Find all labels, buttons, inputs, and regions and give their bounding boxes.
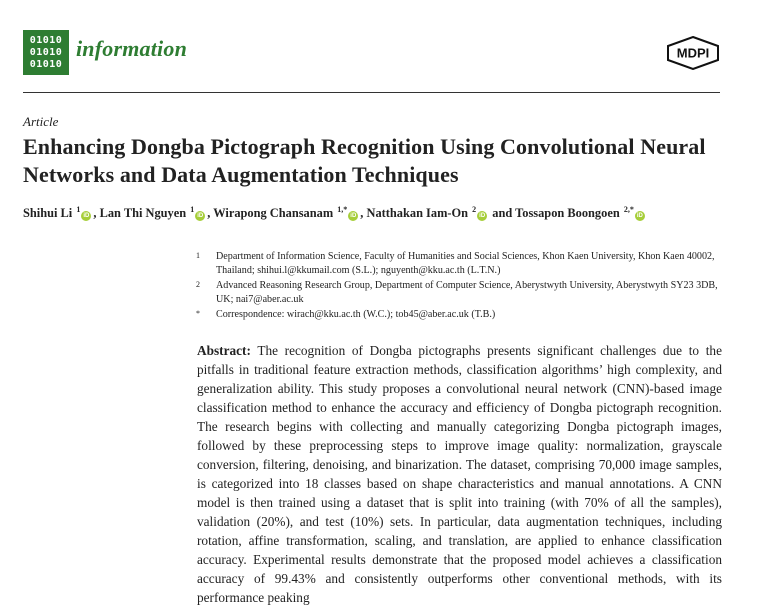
affiliation-marker: 1 [196,251,200,260]
orcid-icon[interactable]: iD [83,213,90,219]
affiliations [196,250,726,322]
journal-logo-line: 01010 [29,34,63,46]
author-name[interactable]: Wirapong Chansanam [213,206,334,220]
author-separator: , [360,206,364,220]
author-name[interactable]: Lan Thi Nguyen [99,206,187,220]
orcid-icon[interactable]: iD [197,213,204,219]
affiliation-marker: 2 [196,279,200,289]
author-name[interactable]: Tossapon Boongoen [515,206,620,220]
journal-logo-line: 01010 [29,46,63,58]
correspondence-marker: * [196,308,200,318]
author-affiliation-marker: 1 [190,205,195,214]
affiliation-text: Advanced Reasoning Research Group, Department of Computer Science, Aberystwyth University, Aberystwyth SY23 3DB, UK; nai7@aber.ac.uk [216,279,718,306]
journal-logo-line: 01010 [29,58,63,70]
journal-logo [23,30,69,75]
publisher-logo-text: MDPI [676,45,710,61]
correspondence-text: Correspondence: wirach@kku.ac.th (W.C.); tob45@aber.ac.uk (T.B.) [216,308,496,320]
journal-name: information [76,36,188,61]
orcid-icon[interactable]: iD [350,213,357,219]
orcid-icon[interactable]: iD [479,213,486,219]
affiliation-item [196,279,726,308]
author-affiliation-marker: 1 [76,205,81,214]
author-conjunction: and [492,206,513,220]
author-separator: , [93,206,97,220]
header-divider [23,92,720,93]
author-affiliation-marker: 1,* [337,205,348,214]
publisher-logo [666,36,720,70]
article-type: Article [23,114,59,129]
affiliation-text: Department of Information Science, Faculty of Humanities and Social Sciences, Khon Kaen University, Khon Kaen 40002, Thailand; shihui.l@kkumail.com (S.L.); nguyenth@kku.ac.th (L.T.N.) [216,251,715,277]
article-title: Enhancing Dongba Pictograph Recognition Using Convolutional Neural Networks and Data Augmentation Techniques [23,134,706,187]
correspondence-item [196,308,726,322]
abstract-text: The recognition of Dongba pictographs presents significant challenges due to the pitfalls in traditional feature extraction methods, classification algorithms’ high complexity, and generalization ability. This study proposes a convolutional neural network (CNN)-based image classification method to enhance the accuracy and efficiency of Dongba pictograph recognition. The research begins with collecting and manually categorizing Dongba pictograph images, followed by these preprocessing steps to improve image quality: normalization, grayscale conversion, filtering, denoising, and binarization. The dataset, comprising 70,000 image samples, is categorized into 18 classes based on shape characteristics and manual annotations. A CNN model is then trained using a dataset that is split into training (with 70% of all the samples), validation (20%), and test (10%) sets. In particular, data augmentation techniques, including rotation, affine transformation, scaling, and translation, are applied to enhance classification accuracy. Experimental results demonstrate that the proposed model achieves a classification accuracy of 99.43% and consistently outperforms other conventional methods, with its performance peaking [197,343,722,605]
author-name[interactable]: Shihui Li [23,206,73,220]
author-separator: , [207,206,211,220]
author-name[interactable]: Natthakan Iam-On [366,206,469,220]
abstract-label: Abstract: [197,343,251,358]
author-list [23,205,753,221]
orcid-icon[interactable]: iD [636,213,643,219]
author-affiliation-marker: 2,* [623,205,634,214]
author-affiliation-marker: 2 [472,205,477,214]
affiliation-item [196,250,726,279]
abstract [197,341,722,607]
